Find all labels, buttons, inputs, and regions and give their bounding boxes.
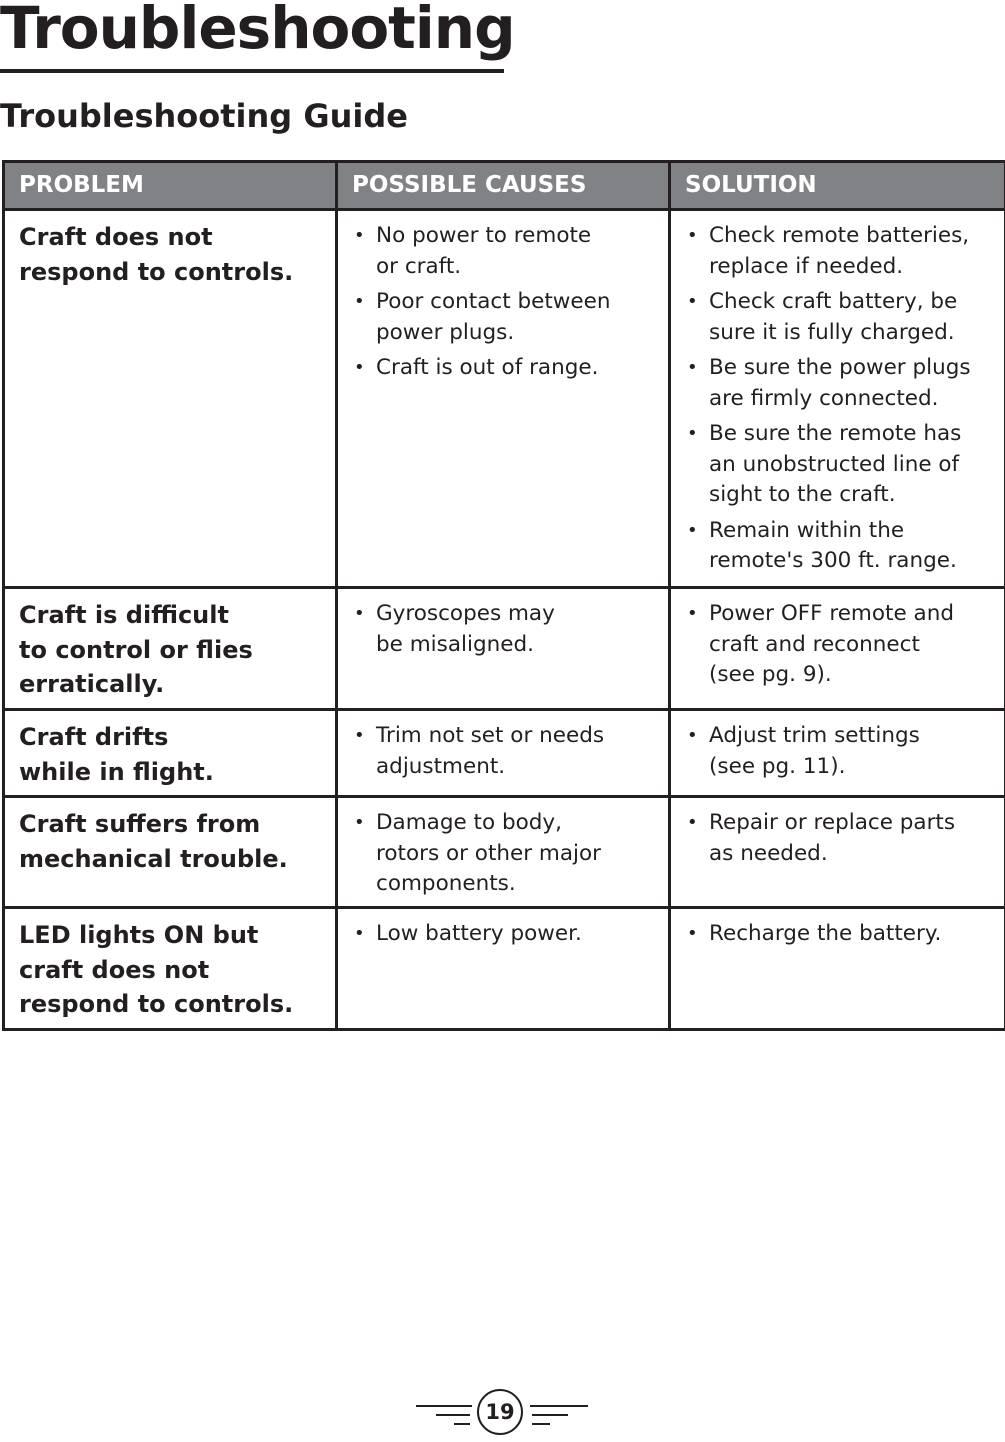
causes-cell [337, 588, 670, 710]
list-item [687, 287, 994, 348]
solutions-cell [670, 797, 1005, 908]
page-number: 19 [477, 1389, 523, 1435]
cause-text: No power to remote or craft. [376, 223, 592, 279]
bullet-icon: • [354, 812, 365, 833]
table-header-row [4, 162, 1005, 210]
problem-text: LED lights ON but craft does not respond to controls. [19, 921, 294, 1018]
causes-cell [337, 210, 670, 588]
list-item [354, 353, 658, 384]
solution-text: Repair or replace parts as needed. [709, 810, 956, 866]
list-item [354, 721, 658, 782]
footer-line-left-top [416, 1405, 472, 1407]
solution-text: Check remote batteries, replace if needed. [709, 223, 970, 279]
bullet-icon: • [687, 725, 698, 746]
footer-line-right-bottom [532, 1423, 550, 1425]
list-item [687, 221, 994, 282]
causes-cell [337, 797, 670, 908]
problem-cell [4, 588, 337, 710]
bullet-icon: • [687, 603, 698, 624]
problem-cell [4, 210, 337, 588]
troubleshooting-table [2, 160, 1005, 1031]
bullet-icon: • [354, 725, 365, 746]
list-item [687, 599, 994, 691]
cause-text: Trim not set or needs adjustment. [376, 723, 605, 779]
cause-text: Craft is out of range. [376, 355, 599, 380]
bullet-icon: • [354, 603, 365, 624]
list-item [354, 287, 658, 348]
causes-cell [337, 710, 670, 797]
list-item [687, 353, 994, 414]
list-item [354, 808, 658, 900]
solution-text: Be sure the remote has an unobstructed line of sight to the craft. [709, 421, 962, 507]
list-item [687, 808, 994, 869]
header-problem: PROBLEM [4, 162, 337, 210]
bullet-icon: • [354, 923, 365, 944]
header-solution: SOLUTION [670, 162, 1005, 210]
list-item [354, 599, 658, 660]
cause-text: Low battery power. [376, 921, 582, 946]
problem-text: Craft does not respond to controls. [19, 223, 294, 286]
solutions-cell [670, 588, 1005, 710]
bullet-icon: • [687, 225, 698, 246]
title-underline [0, 69, 504, 73]
table-row [4, 797, 1005, 908]
page-title: Troubleshooting [0, 0, 515, 62]
bullet-icon: • [687, 923, 698, 944]
solution-text: Check craft battery, be sure it is fully charged. [709, 289, 958, 345]
bullet-icon: • [687, 812, 698, 833]
table-row [4, 210, 1005, 588]
solution-text: Recharge the battery. [709, 921, 942, 946]
footer-line-right-mid [532, 1414, 568, 1416]
bullet-icon: • [354, 225, 365, 246]
solutions-cell [670, 210, 1005, 588]
solution-text: Power OFF remote and craft and reconnect (see pg. 9). [709, 601, 954, 687]
list-item [687, 721, 994, 782]
cause-text: Gyroscopes may be misaligned. [376, 601, 555, 657]
list-item [687, 919, 994, 950]
problem-text: Craft drifts while in flight. [19, 723, 214, 786]
section-title: Troubleshooting Guide [0, 97, 408, 135]
bullet-icon: • [687, 291, 698, 312]
bullet-icon: • [687, 519, 698, 541]
list-item [354, 919, 658, 950]
table-row [4, 588, 1005, 710]
solution-text: Remain within the remote's 300 ft. range. [709, 517, 957, 573]
footer-line-left-bottom [454, 1423, 470, 1425]
problem-cell [4, 710, 337, 797]
problem-text: Craft is difficult to control or flies erratically. [19, 601, 253, 698]
problem-cell [4, 908, 337, 1030]
solutions-cell [670, 908, 1005, 1030]
cause-text: Poor contact between power plugs. [376, 289, 611, 345]
solution-text: Be sure the power plugs are firmly connected. [709, 355, 971, 411]
causes-cell [337, 908, 670, 1030]
bullet-icon: • [354, 291, 365, 312]
table-row [4, 710, 1005, 797]
header-possible-causes: POSSIBLE CAUSES [337, 162, 670, 210]
solution-text: Adjust trim settings (see pg. 11). [709, 723, 920, 779]
list-item [687, 516, 994, 577]
bullet-icon: • [687, 423, 698, 444]
problem-text: Craft suffers from mechanical trouble. [19, 810, 288, 873]
cause-text: Damage to body, rotors or other major components. [376, 810, 602, 896]
list-item [687, 419, 994, 511]
list-item [354, 221, 658, 282]
table-row [4, 908, 1005, 1030]
footer-line-right-top [530, 1405, 588, 1407]
problem-cell [4, 797, 337, 908]
bullet-icon: • [687, 357, 698, 378]
solutions-cell [670, 710, 1005, 797]
footer-line-left-mid [436, 1414, 470, 1416]
bullet-icon: • [354, 357, 365, 378]
